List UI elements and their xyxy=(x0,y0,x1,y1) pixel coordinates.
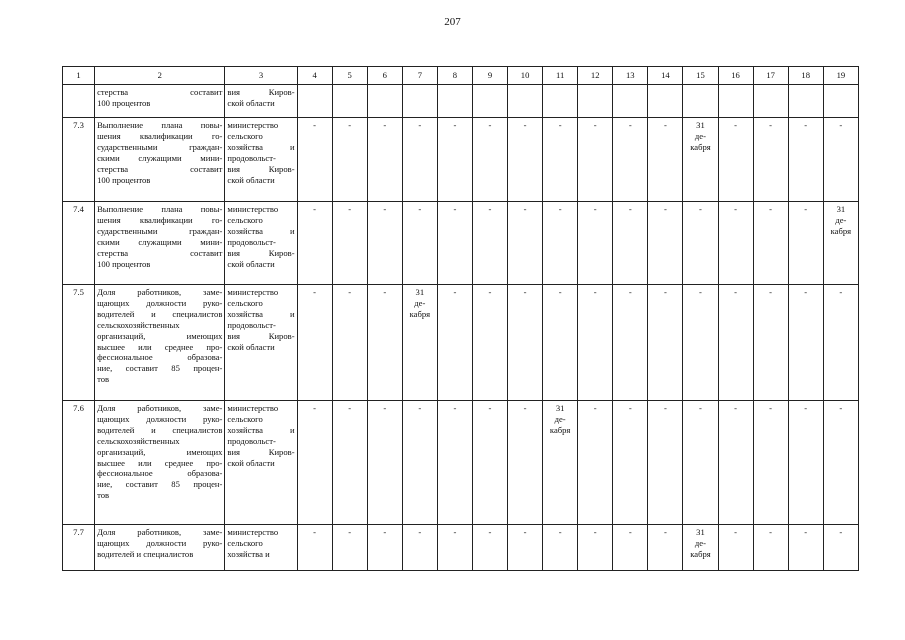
schedule-cell: - xyxy=(543,118,578,202)
executor-line: хозяйства и xyxy=(227,548,270,559)
deadline-date: кабря xyxy=(830,225,852,236)
table-row xyxy=(63,85,859,118)
schedule-cell: - xyxy=(402,118,437,202)
schedule-cell: - xyxy=(648,401,683,525)
executor-line: продовольст- xyxy=(227,152,276,163)
responsible-executor xyxy=(225,525,297,571)
executor-line: ской области xyxy=(227,97,275,108)
schedule-cell: - xyxy=(788,118,823,202)
description-line: водителей и специалистов xyxy=(97,424,223,435)
schedule-cell: - xyxy=(648,202,683,285)
schedule-cell xyxy=(823,85,858,118)
schedule-cell xyxy=(402,285,437,401)
description-line: водителей и специалистов xyxy=(97,548,194,559)
schedule-cell: - xyxy=(683,202,718,285)
page-number: 207 xyxy=(444,16,461,28)
executor-line: вия Киров- xyxy=(227,247,295,258)
schedule-cell: - xyxy=(367,525,402,571)
table-header-row xyxy=(63,67,859,85)
deadline-date: кабря xyxy=(690,548,711,559)
schedule-cell: - xyxy=(823,401,858,525)
header-cell: 13 xyxy=(613,67,648,85)
executor-line: хозяйства и xyxy=(227,141,295,152)
schedule-cell: - xyxy=(648,285,683,401)
description-line: стерства составит xyxy=(97,247,223,258)
schedule-cell: - xyxy=(718,401,753,525)
description-line: 100 процентов xyxy=(97,258,151,269)
header-cell: 15 xyxy=(683,67,718,85)
header-cell: 8 xyxy=(437,67,472,85)
schedule-cell xyxy=(683,525,718,571)
schedule-cell: - xyxy=(332,525,367,571)
description-line: скими служащими мини- xyxy=(97,152,223,163)
header-cell: 5 xyxy=(332,67,367,85)
executor-line: хозяйства и xyxy=(227,308,295,319)
description-line: шения квалификации го- xyxy=(97,130,223,141)
deadline-date: де- xyxy=(694,537,706,548)
schedule-cell: - xyxy=(402,525,437,571)
responsible-executor xyxy=(225,85,297,118)
executor-line: вия Киров- xyxy=(227,87,295,97)
schedule-cell: - xyxy=(297,118,332,202)
schedule-cell: - xyxy=(543,202,578,285)
executor-line: хозяйства и xyxy=(227,424,295,435)
executor-line: министерство xyxy=(227,287,279,297)
description-line: Доля работников, заме- xyxy=(97,287,223,297)
deadline-date: кабря xyxy=(690,141,711,152)
description-line: организаций, имеющих xyxy=(97,446,223,457)
description-line: щающих должности руко- xyxy=(97,537,223,548)
indicator-description xyxy=(95,525,225,571)
schedule-cell: - xyxy=(578,401,613,525)
description-line: Доля работников, заме- xyxy=(97,403,223,413)
schedule-cell: - xyxy=(367,285,402,401)
schedule-cell xyxy=(718,85,753,118)
description-line: ние, составит 85 процен- xyxy=(97,363,223,374)
row-number: 7.7 xyxy=(63,525,95,571)
schedule-cell xyxy=(297,85,332,118)
table-row xyxy=(63,285,859,401)
table-row xyxy=(63,401,859,525)
schedule-cell: - xyxy=(472,525,507,571)
description-line: высшее или среднее про- xyxy=(97,457,223,468)
executor-line: ской области xyxy=(227,457,275,468)
schedule-cell: - xyxy=(648,525,683,571)
schedule-cell: - xyxy=(332,401,367,525)
header-cell: 10 xyxy=(508,67,543,85)
header-cell: 9 xyxy=(472,67,507,85)
schedule-cell xyxy=(543,401,578,525)
schedule-cell: - xyxy=(508,202,543,285)
executor-line: ской области xyxy=(227,174,275,185)
description-line: тов xyxy=(97,374,110,385)
description-line: сударственными граждан- xyxy=(97,225,223,236)
schedule-cell: - xyxy=(613,401,648,525)
schedule-cell xyxy=(578,85,613,118)
header-cell: 16 xyxy=(718,67,753,85)
schedule-cell: - xyxy=(472,285,507,401)
schedule-cell: - xyxy=(472,118,507,202)
header-cell: 12 xyxy=(578,67,613,85)
indicator-description xyxy=(95,85,225,118)
description-line: щающих должности руко- xyxy=(97,297,223,308)
schedule-cell xyxy=(367,85,402,118)
table-row xyxy=(63,525,859,571)
responsible-executor xyxy=(225,118,297,202)
schedule-cell: - xyxy=(753,118,788,202)
executor-line: продовольст- xyxy=(227,236,276,247)
deadline-date: де- xyxy=(554,413,566,424)
executor-line: вия Киров- xyxy=(227,330,295,341)
schedule-cell: - xyxy=(332,118,367,202)
responsible-executor xyxy=(225,202,297,285)
schedule-cell: - xyxy=(472,401,507,525)
schedule-cell: - xyxy=(543,525,578,571)
deadline-date: 31 xyxy=(836,204,846,214)
schedule-cell: - xyxy=(683,401,718,525)
schedule-cell xyxy=(332,85,367,118)
schedule-cell xyxy=(508,85,543,118)
schedule-cell: - xyxy=(437,285,472,401)
executor-line: ской области xyxy=(227,258,275,269)
header-cell: 17 xyxy=(753,67,788,85)
schedule-cell: - xyxy=(437,401,472,525)
executor-line: сельского xyxy=(227,413,263,424)
executor-line: продовольст- xyxy=(227,435,276,446)
description-line: фессиональное образова- xyxy=(97,352,223,363)
schedule-cell: - xyxy=(297,202,332,285)
deadline-date: кабря xyxy=(409,308,431,319)
schedule-cell: - xyxy=(718,202,753,285)
description-line: сельскохозяйственных xyxy=(97,435,180,446)
header-cell: 6 xyxy=(367,67,402,85)
plan-table xyxy=(62,66,859,571)
schedule-cell: - xyxy=(823,118,858,202)
schedule-cell: - xyxy=(823,525,858,571)
deadline-date: де- xyxy=(414,297,426,308)
description-line: Доля работников, заме- xyxy=(97,527,223,537)
schedule-cell: - xyxy=(508,525,543,571)
executor-line: министерство xyxy=(227,120,279,130)
schedule-cell xyxy=(402,85,437,118)
row-number: 7.3 xyxy=(63,118,95,202)
indicator-description xyxy=(95,285,225,401)
schedule-cell: - xyxy=(753,401,788,525)
header-cell: 19 xyxy=(823,67,858,85)
deadline-date: 31 xyxy=(696,120,705,130)
schedule-cell xyxy=(437,85,472,118)
header-cell: 18 xyxy=(788,67,823,85)
deadline-date: де- xyxy=(835,214,847,225)
table-row xyxy=(63,202,859,285)
schedule-cell: - xyxy=(578,285,613,401)
responsible-executor xyxy=(225,401,297,525)
schedule-cell: - xyxy=(367,401,402,525)
row-number xyxy=(63,85,95,118)
schedule-cell: - xyxy=(543,285,578,401)
description-line: ние, составит 85 процен- xyxy=(97,479,223,490)
deadline-date: 31 xyxy=(696,527,705,537)
indicator-description xyxy=(95,202,225,285)
schedule-cell: - xyxy=(718,525,753,571)
executor-line: министерство xyxy=(227,204,279,214)
schedule-cell: - xyxy=(613,202,648,285)
plan-table-body xyxy=(63,67,859,571)
schedule-cell: - xyxy=(297,401,332,525)
header-cell: 14 xyxy=(648,67,683,85)
deadline-date: де- xyxy=(694,130,706,141)
schedule-cell: - xyxy=(367,118,402,202)
description-line: 100 процентов xyxy=(97,97,151,108)
header-cell: 2 xyxy=(95,67,225,85)
schedule-cell: - xyxy=(472,202,507,285)
table-row xyxy=(63,118,859,202)
schedule-cell: - xyxy=(367,202,402,285)
schedule-cell: - xyxy=(718,285,753,401)
schedule-cell xyxy=(823,202,858,285)
schedule-cell xyxy=(683,118,718,202)
schedule-cell: - xyxy=(297,285,332,401)
header-cell: 11 xyxy=(543,67,578,85)
schedule-cell: - xyxy=(683,285,718,401)
schedule-cell: - xyxy=(788,202,823,285)
schedule-cell: - xyxy=(332,285,367,401)
responsible-executor xyxy=(225,285,297,401)
schedule-cell xyxy=(613,85,648,118)
description-line: стерства составит xyxy=(97,163,223,174)
schedule-cell: - xyxy=(753,285,788,401)
schedule-cell: - xyxy=(718,118,753,202)
description-line: высшее или среднее про- xyxy=(97,341,223,352)
description-line: Выполнение плана повы- xyxy=(97,204,223,214)
description-line: организаций, имеющих xyxy=(97,330,223,341)
description-line: 100 процентов xyxy=(97,174,151,185)
description-line: тов xyxy=(97,490,110,501)
deadline-date: 31 xyxy=(555,403,565,413)
schedule-cell: - xyxy=(437,202,472,285)
schedule-cell: - xyxy=(753,525,788,571)
schedule-cell: - xyxy=(788,285,823,401)
deadline-date: 31 xyxy=(415,287,425,297)
executor-line: сельского xyxy=(227,537,263,548)
schedule-cell xyxy=(648,85,683,118)
schedule-cell: - xyxy=(402,202,437,285)
schedule-cell: - xyxy=(613,285,648,401)
executor-line: министерство xyxy=(227,403,279,413)
header-cell: 3 xyxy=(225,67,297,85)
schedule-cell: - xyxy=(648,118,683,202)
executor-line: хозяйства и xyxy=(227,225,295,236)
schedule-cell: - xyxy=(332,202,367,285)
description-line: сельскохозяйственных xyxy=(97,319,180,330)
schedule-cell: - xyxy=(402,401,437,525)
description-line: Выполнение плана повы- xyxy=(97,120,223,130)
description-line: щающих должности руко- xyxy=(97,413,223,424)
indicator-description xyxy=(95,401,225,525)
executor-line: сельского xyxy=(227,130,263,141)
schedule-cell: - xyxy=(788,525,823,571)
schedule-cell xyxy=(788,85,823,118)
schedule-cell: - xyxy=(508,118,543,202)
executor-line: вия Киров- xyxy=(227,446,295,457)
schedule-cell: - xyxy=(613,118,648,202)
schedule-cell xyxy=(543,85,578,118)
schedule-cell xyxy=(683,85,718,118)
schedule-cell xyxy=(753,85,788,118)
executor-line: министерство xyxy=(227,527,279,537)
row-number: 7.6 xyxy=(63,401,95,525)
row-number: 7.5 xyxy=(63,285,95,401)
schedule-cell: - xyxy=(823,285,858,401)
description-line: водителей и специалистов xyxy=(97,308,223,319)
header-cell: 7 xyxy=(402,67,437,85)
description-line: фессиональное образова- xyxy=(97,468,223,479)
row-number: 7.4 xyxy=(63,202,95,285)
description-line: шения квалификации го- xyxy=(97,214,223,225)
schedule-cell: - xyxy=(508,285,543,401)
header-cell: 4 xyxy=(297,67,332,85)
executor-line: вия Киров- xyxy=(227,163,295,174)
schedule-cell: - xyxy=(788,401,823,525)
executor-line: ской области xyxy=(227,341,275,352)
description-line: стерства составит xyxy=(97,87,223,97)
executor-line: сельского xyxy=(227,214,263,225)
schedule-cell: - xyxy=(578,525,613,571)
executor-line: сельского xyxy=(227,297,263,308)
description-line: скими служащими мини- xyxy=(97,236,223,247)
schedule-cell: - xyxy=(437,525,472,571)
indicator-description xyxy=(95,118,225,202)
schedule-cell: - xyxy=(578,202,613,285)
schedule-cell xyxy=(472,85,507,118)
executor-line: продовольст- xyxy=(227,319,276,330)
schedule-cell: - xyxy=(437,118,472,202)
schedule-cell: - xyxy=(613,525,648,571)
header-cell: 1 xyxy=(63,67,95,85)
deadline-date: кабря xyxy=(549,424,571,435)
schedule-cell: - xyxy=(753,202,788,285)
schedule-cell: - xyxy=(508,401,543,525)
schedule-cell: - xyxy=(297,525,332,571)
description-line: сударственными граждан- xyxy=(97,141,223,152)
schedule-cell: - xyxy=(578,118,613,202)
